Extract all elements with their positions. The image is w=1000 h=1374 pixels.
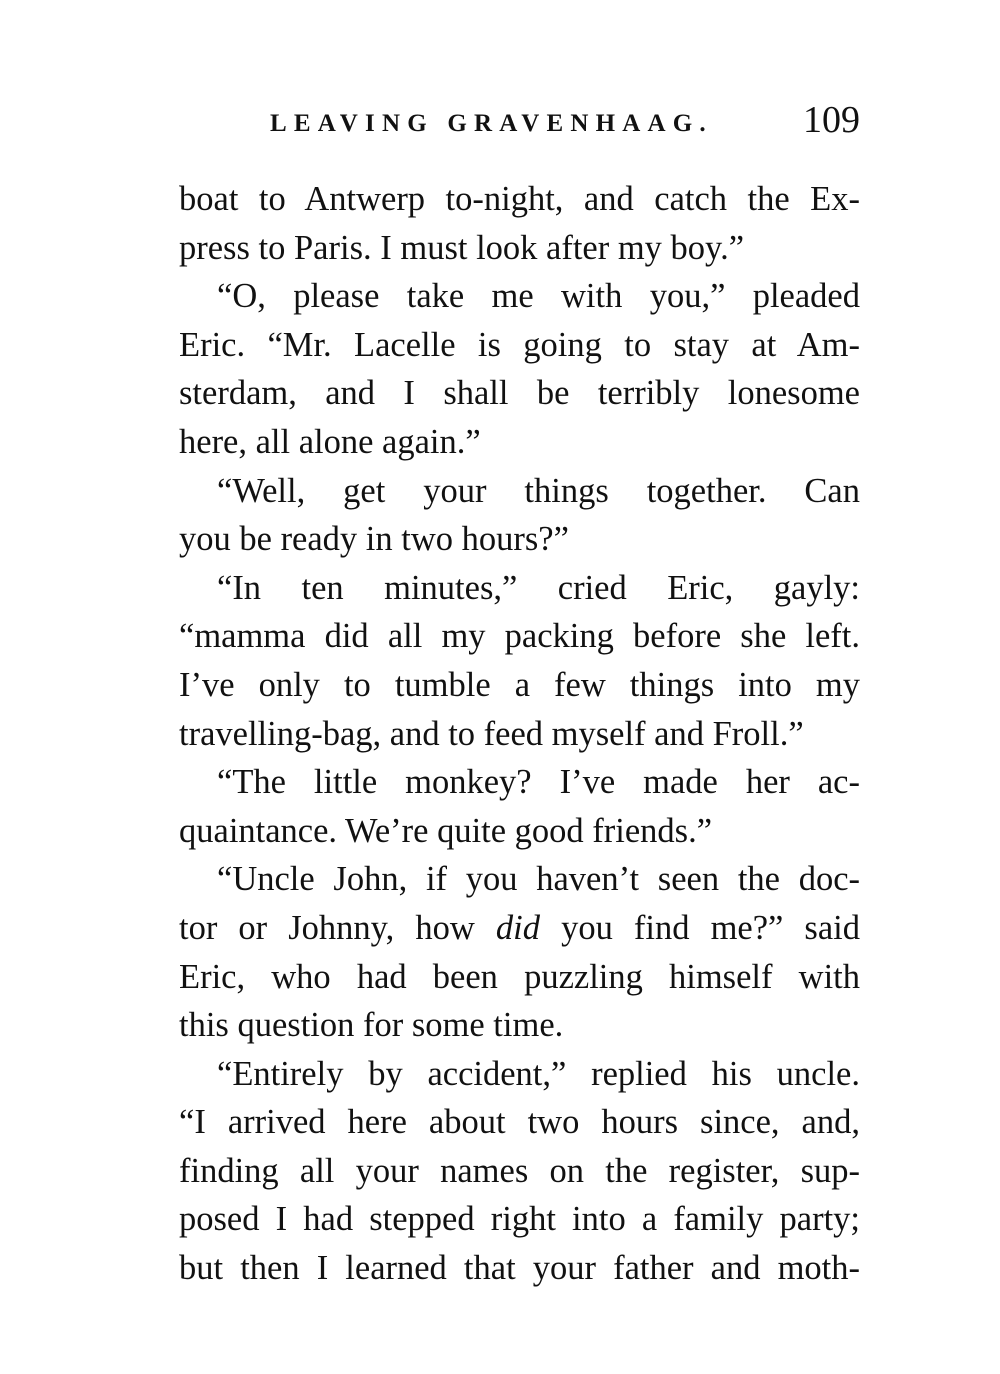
text-line: travelling-bag, and to feed myself and Froll.” (179, 714, 804, 753)
text-line: “mamma did all my packing before she left. (179, 617, 860, 656)
text-line: finding all your names on the register, sup- (179, 1151, 860, 1190)
text-line: but then I learned that your father and moth- (179, 1249, 860, 1288)
text-line: sterdam, and I shall be terribly lonesome (179, 374, 860, 413)
page-header (270, 98, 860, 142)
text-line: “The little monkey? I’ve made her ac- (217, 763, 860, 802)
text-line: you be ready in two hours?” (179, 520, 569, 559)
text-line: “In ten minutes,” cried Eric, gayly: (217, 568, 860, 607)
text-line: “I arrived here about two hours since, and, (179, 1103, 860, 1142)
text-line: Eric. “Mr. Lacelle is going to stay at Am- (179, 325, 860, 364)
text-line: tor or Johnny, how did you find me?” said (179, 908, 860, 947)
text-line: I’ve only to tumble a few things into my (179, 665, 860, 704)
emphasis-word: did (495, 908, 540, 947)
text-line: “Entirely by accident,” replied his uncle. (217, 1054, 860, 1093)
text-line: this question for some time. (179, 1006, 564, 1045)
text-line: “Uncle John, if you haven’t seen the doc- (217, 860, 860, 899)
text-line: here, all alone again.” (179, 422, 481, 461)
text-line: “O, please take me with you,” pleaded (217, 277, 860, 316)
text-line: “Well, get your things together. Can (217, 471, 860, 510)
text-line: posed I had stepped right into a family party; (179, 1200, 860, 1239)
page-number: 109 (803, 99, 860, 141)
text-line: quaintance. We’re quite good friends.” (179, 811, 713, 850)
text-line: press to Paris. I must look after my boy.” (179, 228, 745, 267)
running-title: LEAVING GRAVENHAAG. (270, 110, 713, 137)
body-text (179, 175, 860, 1295)
text-line: Eric, who had been puzzling himself with (179, 957, 860, 996)
text-line: boat to Antwerp to-night, and catch the Ex- (179, 180, 860, 218)
